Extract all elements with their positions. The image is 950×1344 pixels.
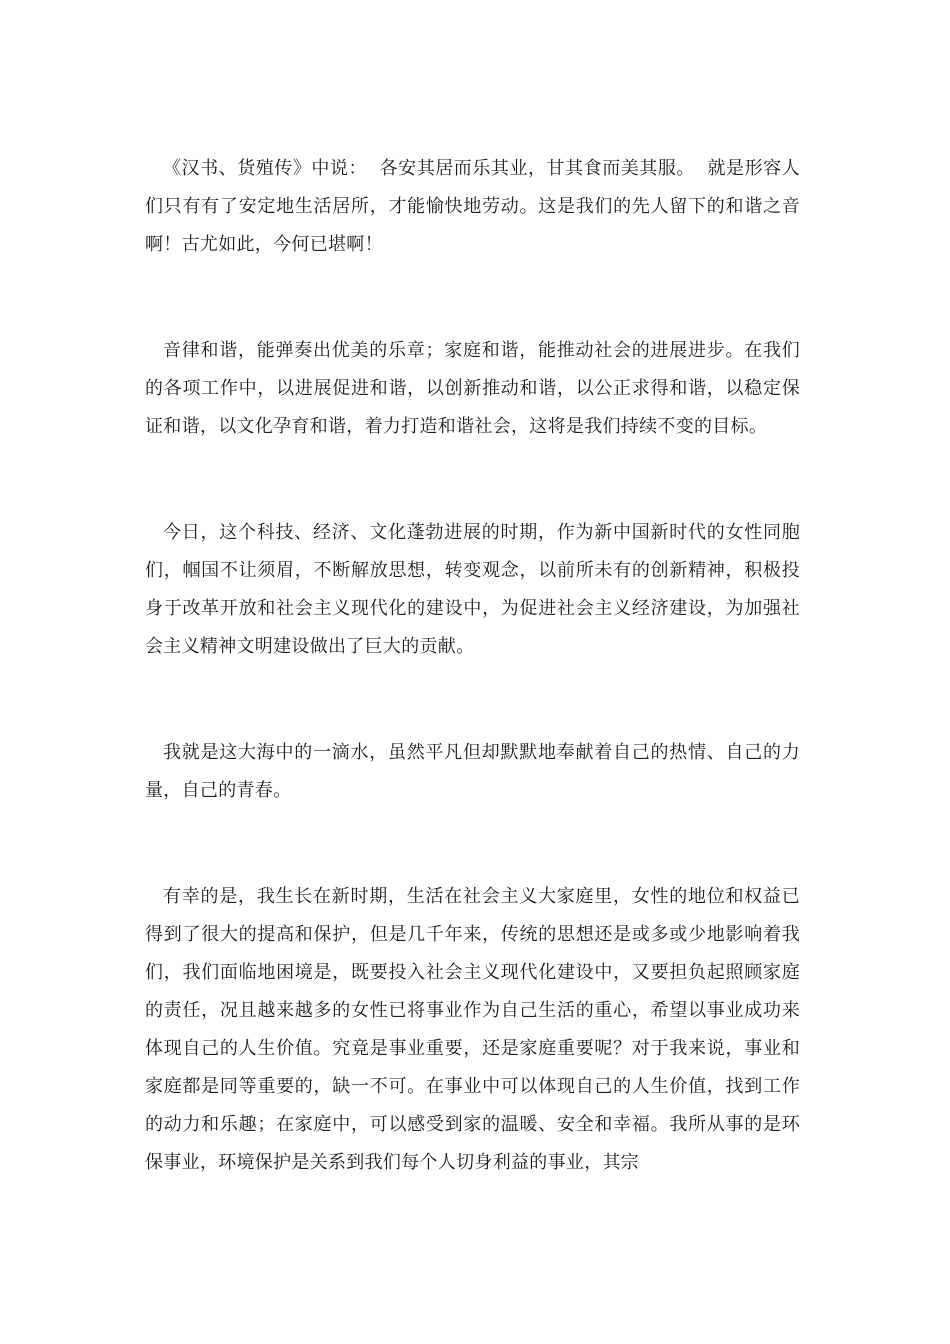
paragraph-5: 有幸的是，我生长在新时期，生活在社会主义大家庭里，女性的地位和权益已得到了很大的提高和保护，但是几千年来，传统的思想还是或多或少地影响着我们，我们面临地困境是，既要投入社会主义现代化建设中，又要担负起照顾家庭的责任，况且越来越多的女性已将事业作为自己生活的重心，希望以事业成功来体现自己的人生价值。究竟是事业重要，还是家庭重要呢？对于我来说，事业和家庭都是同等重要的，缺一不可。在事业中可以体现自己的人生价值，找到工作的动力和乐趣；在家庭中，可以感受到家的温暖、安全和幸福。我所从事的是环保事业，环境保护是关系到我们每个人切身利益的事业，其宗 bbox=[145, 886, 800, 1173]
paragraph-3: 今日，这个科技、经济、文化蓬勃进展的时期，作为新中国新时代的女性同胞们，帼国不让须眉，不断解放思想，转变观念，以前所未有的创新精神，积极投身于改革开放和社会主义现代化的建设中，为促进社会主义经济建设，为加强社会主义精神文明建设做出了巨大的贡献。 bbox=[145, 522, 800, 657]
paragraph-1: 《汉书、货殖传》中说： 各安其居而乐其业，甘其食而美其服。 就是形容人们只有有了安定地生活居所，才能愉快地劳动。这是我们的先人留下的和谐之音啊！古尤如此，今何已堪啊！ bbox=[145, 158, 800, 255]
document-body bbox=[145, 150, 800, 1182]
paragraph-2: 音律和谐，能弹奏出优美的乐章；家庭和谐，能推动社会的进展进步。在我们的各项工作中，以进展促进和谐，以创新推动和谐，以公正求得和谐，以稳定保证和谐，以文化孕育和谐，着力打造和谐社会，这将是我们持续不变的目标。 bbox=[145, 340, 800, 437]
paragraph-4: 我就是这大海中的一滴水，虽然平凡但却默默地奉献着自己的热情、自己的力量，自己的青春。 bbox=[145, 742, 800, 801]
